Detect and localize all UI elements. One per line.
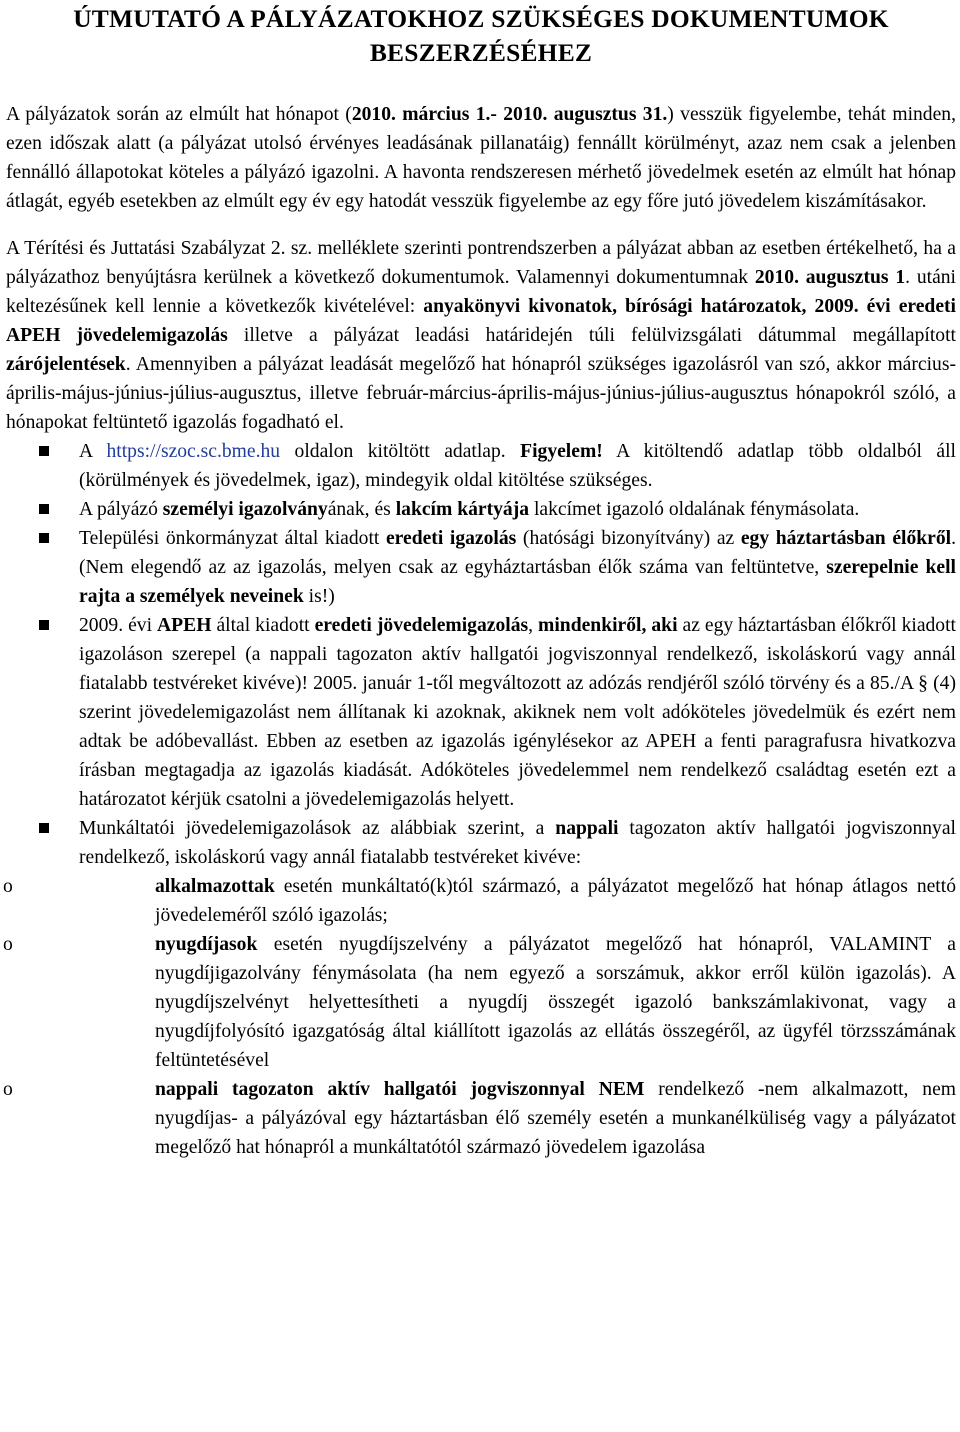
document-list [3, 437, 957, 1162]
text-run: is!) [303, 586, 335, 607]
site-link[interactable]: https://szoc.sc.bme.hu [106, 441, 281, 462]
square-bullet-icon [39, 446, 49, 456]
text-run: lakcímet igazoló oldalának fénymásolata. [529, 499, 860, 520]
list-item [6, 524, 956, 611]
exceptions-highlight: anyakönyvi kivonatok, bírósági határozatok, 2009. évi eredeti APEH jövedelemigazolás [6, 296, 956, 346]
text-run: oldalon kitöltött adatlap. [280, 441, 521, 462]
text-highlight: nappali [555, 818, 619, 839]
intro-paragraph [6, 100, 956, 216]
text-run: A kitöltendő adatlap több oldalból áll (körülmények és jövedelmek, igaz), mindegyik oldal kitöltése szükséges. [79, 441, 957, 491]
text-highlight: alkalmazottak [155, 876, 275, 897]
date-highlight: 2010. augusztus 1 [754, 267, 906, 288]
list-item [6, 611, 956, 814]
text-run: A Térítési és Juttatási Szabályzat 2. sz. melléklete szerinti pontrendszerben a pályázat abban az esetben értékelhető, ha a pályázathoz benyújtásra kerülnek a következő dokumentumok. Valamennyi dokumentumnak [6, 238, 956, 288]
text-run: ának, és [327, 499, 396, 520]
square-bullet-icon [39, 504, 49, 514]
square-bullet-icon [39, 533, 49, 543]
text-highlight: szerepelnie kell rajta a személyek neveinek [79, 557, 956, 607]
square-bullet-icon [39, 823, 49, 833]
sub-list-item [3, 930, 956, 1075]
text-highlight: lakcím kártyája [395, 499, 530, 520]
text-highlight: mindenkiről, aki [538, 615, 678, 636]
text-run: , [528, 615, 539, 636]
circle-bullet-icon: o [3, 1079, 13, 1100]
text-run: által kiadott [211, 615, 315, 636]
text-run: ) vesszük figyelembe, tehát minden, ezen időszak alatt (a pályázat utolsó érvényes leadásának pillanatáig) fennállt körülményt, azaz nem csak a jelenben fennálló állapotokat köteles a pályázó igazolni. A havonta rendszeresen mérhető jövedelmek esetén az elmúlt hat hónap átlagát, egyéb esetekben az elmúlt egy év egy hatodát vesszük figyelembe az egy főre jutó jövedelem kiszámításakor. [6, 104, 956, 212]
text-run: (hatósági bizonyítvány) az [516, 528, 741, 549]
text-run: A pályázatok során az elmúlt hat hónapot ( [6, 104, 352, 125]
sub-list-item [3, 1075, 956, 1162]
text-run: rendelkező -nem alkalmazott, nem nyugdíjas- a pályázóval egy háztartásban élő személy esetén a munkanélküliség vagy a pályázatot megelőző hat hónapról a munkáltatótól származó jövedelem igazolása [155, 1079, 957, 1158]
text-run: az egy háztartásban élőkről kiadott igazoláson szerepel (a nappali tagozaton aktív hallgatói jogviszonnyal rendelkező, iskoláskorú vagy annál fiatalabb testvéreket kivéve)! 2005. január 1-től megváltozott az adózás rendjéről szóló törvény és a 85./A § (4) szerint jövedelemigazolást nem állítanak ki azoknak, akiknek nem volt adóköteles jövedelmük és ezért nem adtak be adóbevallást. Ebben az esetben az igazolás igénylésekor az APEH a fenti paragrafusra hivatkozva írásban megtagadja az igazolás kiadását. Adóköteles jövedelemmel nem rendelkező családtag esetén ezt a határozatot kérjük csatolni a jövedelemigazolás helyett. [79, 615, 956, 810]
text-highlight: egy háztartásban élőkről [740, 528, 952, 549]
text-run: . (Nem elegendő az az igazolás, melyen csak az egyháztartásban élők száma van feltüntetve, [79, 528, 957, 578]
text-run: 2009. évi [79, 615, 158, 636]
list-item [3, 814, 957, 1162]
text-highlight: személyi igazolvány [162, 499, 328, 520]
text-run: tagozaton aktív hallgatói jogviszonnyal rendelkező, iskoláskorú vagy annál fiatalabb testvéreket kivéve: [79, 818, 956, 868]
page-title: ÚTMUTATÓ A PÁLYÁZATOKHOZ SZÜKSÉGES DOKUMENTUMOK BESZERZÉSÉHEZ [73, 4, 889, 67]
text-run: . Amennyiben a pályázat leadását megelőző hat hónapról szükséges igazolásról van szó, akkor március-április-május-június-július-augusztus, illetve február-március-április-május-június-július-augusztus hónapokról szóló, a hónapokat feltüntető igazolás fogadható el. [6, 354, 956, 433]
text-highlight: eredeti igazolás [385, 528, 517, 549]
sub-list-item [3, 872, 956, 930]
text-run: esetén munkáltató(k)tól származó, a pályázatot megelőző hat hónap átlagos nettó jövedeleméről szóló igazolás; [155, 876, 956, 926]
circle-bullet-icon: o [3, 876, 13, 897]
text-highlight: APEH [157, 615, 212, 636]
text-highlight: nappali tagozaton aktív hallgatói jogviszonnyal NEM [155, 1079, 645, 1100]
text-run: A pályázó [79, 499, 163, 520]
document-page [3, 0, 957, 1162]
date-range: 2010. március 1.- 2010. augusztus 31. [351, 104, 668, 125]
text-highlight: zárójelentések [6, 354, 126, 375]
text-highlight: eredeti jövedelemigazolás [314, 615, 529, 636]
text-run: Munkáltatói jövedelemigazolások az alábbiak szerint, a [79, 818, 556, 839]
text-run: A [79, 441, 107, 462]
list-item [6, 495, 956, 524]
text-run: Települési önkormányzat által kiadott [79, 528, 386, 549]
text-run: . utáni keltezésűnek kell lennie a következők kivételével: [6, 267, 957, 317]
square-bullet-icon [39, 620, 49, 630]
warning-label: Figyelem! [520, 441, 603, 462]
circle-bullet-icon: o [3, 934, 13, 955]
text-run: illetve a pályázat leadási határidején túli felülvizsgálati dátummal megállapított [227, 325, 956, 346]
sub-list [3, 872, 957, 1162]
text-highlight: nyugdíjasok [155, 934, 258, 955]
text-run: esetén nyugdíjszelvény a pályázatot megelőző hat hónapról, VALAMINT a nyugdíjigazolvány fénymásolata (ha nem egyező a sorszámuk, akkor erről külön igazolás). A nyugdíjszelvényt helyettesítheti a nyugdíj összegét igazoló bankszámlakivonat, vagy a nyugdíjfolyósító igazgatóság által kiállított igazolás az ellátás összegéről, az ügyfél törzsszámának feltüntetésével [155, 934, 956, 1071]
list-item [6, 437, 956, 495]
rules-paragraph [6, 234, 956, 437]
